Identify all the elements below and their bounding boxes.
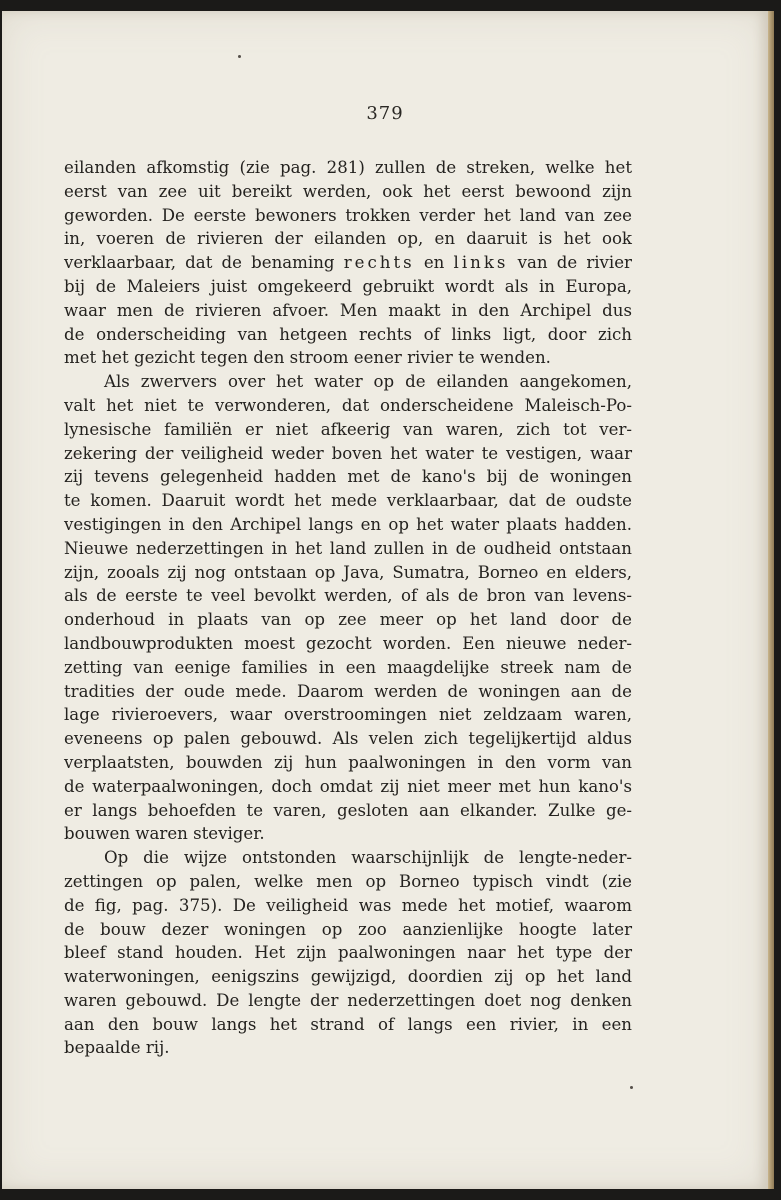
text-segment: zekering der veiligheid weder boven het water te vestigen, waar [64,443,632,463]
text-line [64,751,632,775]
text-segment: te komen. Daaruit wordt het mede verklaarbaar, dat de oudste [64,491,632,511]
text-segment: valt het niet te verwonderen, dat onderscheidene Maleisch-Po- [64,395,632,415]
text-segment: de bouw dezer woningen op zoo aanzienlijke hoogte later [64,919,632,939]
text-line [64,204,632,228]
text-line [64,180,632,204]
text-line [64,346,632,370]
page-number: 379 [366,103,404,124]
text-segment: zettingen op palen, welke men op Borneo typisch vindt (zie [64,871,632,891]
text-line [64,442,632,466]
text-line [64,584,632,608]
text-line [64,370,632,394]
text-segment: lynesische familiën er niet afkeerig van waren, zich tot ver- [64,419,632,439]
text-segment: bleef stand houden. Het zijn paalwoningen naar het type der [64,943,632,963]
text-segment: waren gebouwd. De lengte der nederzettingen doet nog denken [64,990,632,1010]
text-segment: aan den bouw langs het strand of langs een rivier, in een [64,1014,632,1034]
text-segment: Op die wijze ontstonden waarschijnlijk de lengte-neder- [104,848,632,868]
text-line [64,775,632,799]
text-line [64,632,632,656]
text-line [64,965,632,989]
text-segment: bepaalde rij. [64,1038,170,1058]
text-line [64,489,632,513]
text-line [64,537,632,561]
text-line [64,822,632,846]
text-line [64,275,632,299]
text-line [64,799,632,823]
text-line [64,941,632,965]
text-segment: zij tevens gelegenheid hadden met de kano's bij de woningen [64,467,632,487]
paper-speck [630,1086,633,1089]
text-line [64,1036,632,1060]
text-segment: verplaatsten, bouwden zij hun paalwoningen in den vorm van [64,752,632,772]
text-segment: vestigingen in den Archipel langs en op het water plaats hadden. [64,514,632,534]
text-line [64,513,632,537]
text-segment: in, voeren de rivieren der eilanden op, en daaruit is het ook [64,229,632,249]
text-segment: waar men de rivieren afvoer. Men maakt in den Archipel dus [64,300,632,320]
text-line [64,465,632,489]
text-segment: zetting van eenige families in een maagdelijke streek nam de [64,657,632,677]
text-segment: met het gezicht tegen den stroom eener rivier te wenden. [64,348,551,368]
text-segment: geworden. De eerste bewoners trokken verder het land van zee [64,205,632,225]
text-line [64,870,632,894]
text-segment: van de rivier [508,253,632,273]
text-segment: onderhoud in plaats van op zee meer op het land door de [64,610,632,630]
text-line [64,989,632,1013]
text-segment: Nieuwe nederzettingen in het land zullen in de oudheid ontstaan [64,538,632,558]
text-segment: bouwen waren steviger. [64,824,265,844]
text-segment: de waterpaalwoningen, doch omdat zij niet meer met hun kano's [64,776,632,796]
book-page [2,11,768,1189]
body-text [64,156,632,1060]
text-line [64,561,632,585]
text-segment: verklaarbaar, dat de benaming [64,253,344,273]
text-line [64,251,632,275]
text-segment: lage rivieroevers, waar overstroomingen niet zeldzaam waren, [64,705,632,725]
text-segment: er langs behoefden te varen, gesloten aan elkander. Zulke ge- [64,800,632,820]
text-line [64,418,632,442]
text-line [64,894,632,918]
text-line [64,1013,632,1037]
text-segment: eerst van zee uit bereikt werden, ook het eerst bewoond zijn [64,181,632,201]
text-line [64,156,632,180]
text-line [64,656,632,680]
text-line [64,703,632,727]
paper-speck [238,55,241,58]
text-segment: de fig, pag. 375). De veiligheid was mede het motief, waarom [64,895,632,915]
text-segment: bij de Maleiers juist omgekeerd gebruikt wordt als in Europa, [64,276,632,296]
text-segment: landbouwprodukten moest gezocht worden. Een nieuwe neder- [64,633,632,653]
text-line [64,608,632,632]
text-line [64,299,632,323]
text-segment: eveneens op palen gebouwd. Als velen zich tegelijkertijd aldus [64,729,632,749]
text-segment: en [414,253,454,273]
text-segment: tradities der oude mede. Daarom werden de woningen aan de [64,681,632,701]
text-segment: eilanden afkomstig (zie pag. 281) zullen de streken, welke het [64,158,632,177]
text-segment: als de eerste te veel bevolkt werden, of als de bron van levens- [64,586,632,606]
text-line [64,680,632,704]
text-line [64,846,632,870]
emphasized-word: rechts [343,253,415,273]
text-segment: waterwoningen, eenigszins gewijzigd, doordien zij op het land [64,967,632,987]
text-line [64,727,632,751]
emphasized-word: links [453,253,509,273]
text-segment: Als zwervers over het water op de eilanden aangekomen, [104,372,632,392]
text-line [64,394,632,418]
text-line [64,227,632,251]
text-line [64,323,632,347]
page-edge [768,11,774,1189]
text-line [64,918,632,942]
text-segment: zijn, zooals zij nog ontstaan op Java, Sumatra, Borneo en elders, [64,562,632,582]
text-segment: de onderscheiding van hetgeen rechts of links ligt, door zich [64,324,632,344]
